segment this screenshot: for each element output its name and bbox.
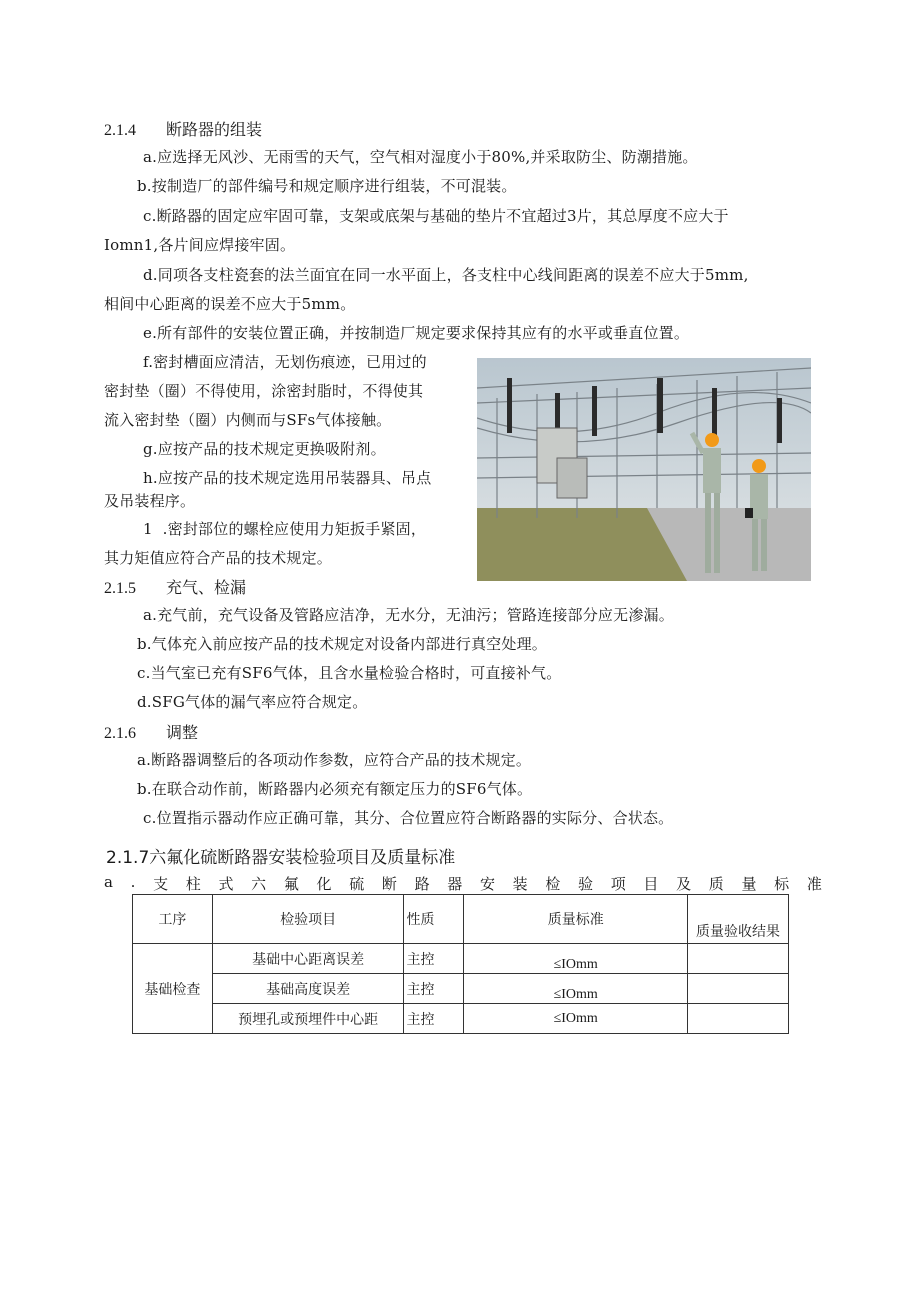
group-cell: 基础检查 (133, 944, 213, 1034)
para-214-g: g.应按产品的技术规定更换吸附剂。 (143, 440, 386, 458)
para-214-f-line2: 密封垫（圈）不得使用，涂密封脂时，不得使其 (104, 382, 424, 400)
para-216-b: b.在联合动作前，断路器内必须充有额定压力的SF6气体。 (137, 780, 533, 798)
caption-char: 六 (251, 875, 267, 893)
section-heading-2-1-7: 2.1.7六氟化硫断路器安装检验项目及质量标准 (106, 848, 456, 868)
caption-char: 器 (447, 875, 463, 893)
para-214-e: e.所有部件的安装位置正确，并按制造厂规定要求保持其应有的水平或垂直位置。 (143, 324, 690, 342)
header-step: 工序 (133, 895, 213, 944)
header-result: 质量验收结果 (688, 895, 789, 944)
para-215-a: a.充气前，充气设备及管路应洁净，无水分，无油污；管路连接部分应无渗漏。 (143, 606, 674, 624)
para-215-d: d.SFG气体的漏气率应符合规定。 (137, 693, 368, 711)
para-214-f-line3: 流入密封垫（圈）内侧而与SFs气体接触。 (104, 411, 392, 429)
para-214-d-line1: d.同项各支柱瓷套的法兰面宜在同一水平面上，各支柱中心线间距离的误差不应大于5mm, (143, 266, 749, 284)
table-row (133, 944, 789, 974)
row-item: 基础高度误差 (212, 974, 404, 1004)
para-214-h-line2: 及吊装程序。 (104, 492, 196, 510)
para-214-i-line1: 1 .密封部位的螺栓应使用力矩扳手紧固， (143, 520, 427, 538)
row-nature: 主控 (404, 1004, 464, 1034)
para-214-d-line2: 相间中心距离的误差不应大于5mm。 (104, 295, 356, 313)
para-214-c-line1: c.断路器的固定应牢固可靠，支架或底架与基础的垫片不宜超过3片，其总厚度不应大于 (143, 207, 729, 225)
section-heading-2-1-4 (104, 117, 262, 140)
table-row (133, 1004, 789, 1034)
section-heading-2-1-6 (104, 720, 198, 743)
para-216-c: c.位置指示器动作应正确可靠，其分、合位置应符合断路器的实际分、合状态。 (143, 809, 674, 827)
table-row (133, 974, 789, 1004)
para-214-b: b.按制造厂的部件编号和规定顺序进行组装，不可混装。 (137, 177, 517, 195)
caption-char: 项 (610, 875, 626, 893)
section-number: 2.1.5 (104, 580, 136, 597)
para-214-i-line2: 其力矩值应符合产品的技术规定。 (104, 549, 333, 567)
para-214-h-line1: h.应按产品的技术规定选用吊装器具、吊点 (143, 469, 432, 487)
caption-char: 路 (414, 875, 430, 893)
section-number: 2.1.4 (104, 122, 136, 139)
caption-char: 柱 (185, 875, 201, 893)
header-standard: 质量标准 (464, 895, 688, 944)
caption-char: . (130, 873, 136, 891)
caption-char: 标 (774, 875, 790, 893)
section-heading-2-1-5 (104, 575, 246, 598)
caption-char: 式 (218, 875, 234, 893)
header-nature: 性质 (404, 895, 464, 944)
caption-char: 准 (806, 875, 822, 893)
row-standard: ≤IOmm (464, 1004, 688, 1034)
row-standard: ≤IOmm (464, 974, 688, 1004)
caption-char: 安 (479, 875, 495, 893)
para-214-f-line1: f.密封槽面应清洁，无划伤痕迹，已用过的 (143, 353, 427, 371)
caption-char: 支 (153, 875, 169, 893)
row-result (688, 974, 789, 1004)
caption-char: 硫 (349, 875, 365, 893)
caption-char: 验 (578, 875, 594, 893)
section-title: 断路器的组装 (166, 120, 263, 139)
section-title: 调整 (166, 723, 199, 742)
para-214-a: a.应选择无风沙、无雨雪的天气，空气相对湿度小于80%,并采取防尘、防潮措施。 (143, 148, 698, 166)
section-title: 充气、检漏 (166, 578, 247, 597)
caption-char: 质 (708, 875, 724, 893)
caption-char: 检 (545, 875, 561, 893)
header-item: 检验项目 (212, 895, 404, 944)
substation-photo (477, 358, 811, 581)
row-item: 预埋孔或预埋件中心距 (212, 1004, 404, 1034)
para-214-c-line2: Iomn1,各片间应焊接牢固。 (104, 236, 296, 254)
row-result (688, 944, 789, 974)
row-nature: 主控 (404, 974, 464, 1004)
para-216-a: a.断路器调整后的各项动作参数，应符合产品的技术规定。 (137, 751, 532, 769)
caption-char: 化 (316, 875, 332, 893)
section-number: 2.1.6 (104, 725, 136, 742)
caption-char: a (104, 873, 113, 891)
caption-char: 断 (381, 875, 397, 893)
caption-char: 量 (741, 875, 757, 893)
row-item: 基础中心距离误差 (212, 944, 404, 974)
row-nature: 主控 (404, 944, 464, 974)
control-box-lower (557, 458, 587, 498)
row-result (688, 1004, 789, 1034)
inspection-table (132, 894, 789, 1034)
substation-illustration (477, 358, 811, 581)
caption-char: 目 (643, 875, 659, 893)
row-standard: ≤IOmm (464, 944, 688, 974)
para-215-c: c.当气室已充有SF6气体，且含水量检验合格时，可直接补气。 (137, 664, 562, 682)
caption-char: 装 (512, 875, 528, 893)
para-215-b: b.气体充入前应按产品的技术规定对设备内部进行真空处理。 (137, 635, 547, 653)
caption-char: 氟 (283, 875, 299, 893)
table-caption-spaced (104, 873, 822, 894)
caption-char: 及 (676, 875, 692, 893)
table-header-row (133, 895, 789, 944)
